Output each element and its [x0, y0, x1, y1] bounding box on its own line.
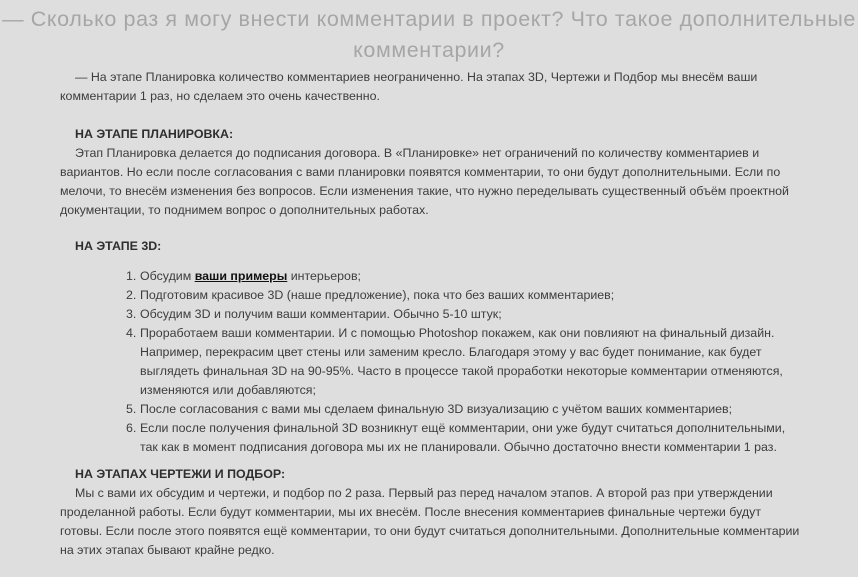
list-item: 6. Если после получения финальной 3D возникнут ещё комментарии, они уже будут считаться дополнительными, так как в момент подписания договора мы их не планировали. Обычно достаточно внести комментарии 1 раз.	[126, 421, 786, 454]
list-item: 4. Проработаем ваши комментарии. И с помощью Photoshop покажем, как они повлияют на финальный дизайн. Например, перекрасим цвет стены или заменим кресло. Благодаря этому у вас будет понимание, как будет выглядеть финальная 3D на 90-95%. Часто в процессе такой проработки некоторые комментарии отменяются, изменяются или добавляются;	[126, 326, 783, 397]
list-item-text: После согласования с вами мы сделаем финальную 3D визуализацию с учётом ваших комментариев;	[140, 402, 733, 416]
list-item-text: Проработаем ваши комментарии. И с помощью Photoshop покажем, как они повлияют на финальный дизайн. Например, перекрасим цвет стены или заменим кресло. Благодаря этому у вас будет понимание, как будет выглядеть финальная 3D на 90-95%. Часто в процессе такой проработки некоторые комментарии отменяются, изменяются или добавляются;	[140, 326, 783, 397]
drawings-heading: НА ЭТАПАХ ЧЕРТЕЖИ И ПОДБОР:	[75, 467, 286, 481]
list-item: 5. После согласования с вами мы сделаем финальную 3D визуализацию с учётом ваших комментариев;	[126, 402, 733, 416]
planning-heading: НА ЭТАПЕ ПЛАНИРОВКА:	[75, 127, 234, 141]
planning-paragraph: Этап Планировка делается до подписания договора. В «Планировке» нет ограничений по количеству комментариев и вариантов. Но если после согласования с вами планировки появятся комментарии, то они будут дополнительными. Если по мелочи, то внесём изменения без вопросов. Если изменения такие, что нужно переделывать существенный объём проектной документации, то поднимем вопрос о дополнительных работах.	[60, 146, 789, 217]
faq-question-title: — Сколько раз я могу внести комментарии в проект? Что такое дополнительные комментарии?	[2, 7, 856, 62]
list-item-text: Подготовим красивое 3D (наше предложение), пока что без ваших комментариев;	[140, 288, 615, 302]
intro-paragraph: — На этапе Планировка количество комментариев неограниченно. На этапах 3D, Чертежи и Подбор мы внесём ваши комментарии 1 раз, но сделаем это очень качественно.	[60, 70, 758, 103]
stage-3d-heading: НА ЭТАПЕ 3D:	[75, 239, 162, 253]
list-item-text: интерьеров;	[287, 269, 361, 283]
stage-3d-steps-list	[126, 267, 800, 457]
list-item: 2. Подготовим красивое 3D (наше предложение), пока что без ваших комментариев;	[126, 288, 615, 302]
your-examples-link[interactable]: ваши примеры	[194, 269, 288, 283]
list-item-text: Обсудим 3D и получим ваши комментарии. Обычно 5-10 штук;	[140, 307, 502, 321]
list-item-text: Обсудим	[140, 269, 195, 283]
list-item-text: Если после получения финальной 3D возникнут ещё комментарии, они уже будут считаться дополнительными, так как в момент подписания договора мы их не планировали. Обычно достаточно внести комментарии 1 раз.	[140, 421, 786, 454]
drawings-paragraph: Мы с вами их обсудим и чертежи, и подбор по 2 раза. Первый раз перед началом этапов. А второй раз при утверждении проделанной работы. Если будут комментарии, мы их внесём. После внесения комментариев финальные чертежи будут готовы. Если после этого появятся ещё комментарии, то они будут считаться дополнительными. Дополнительные комментарии на этих этапах бывают крайне редко.	[60, 486, 800, 557]
list-item: 1. Обсудим ваши примеры интерьеров;	[126, 269, 361, 283]
list-item: 3. Обсудим 3D и получим ваши комментарии. Обычно 5-10 штук;	[126, 307, 502, 321]
